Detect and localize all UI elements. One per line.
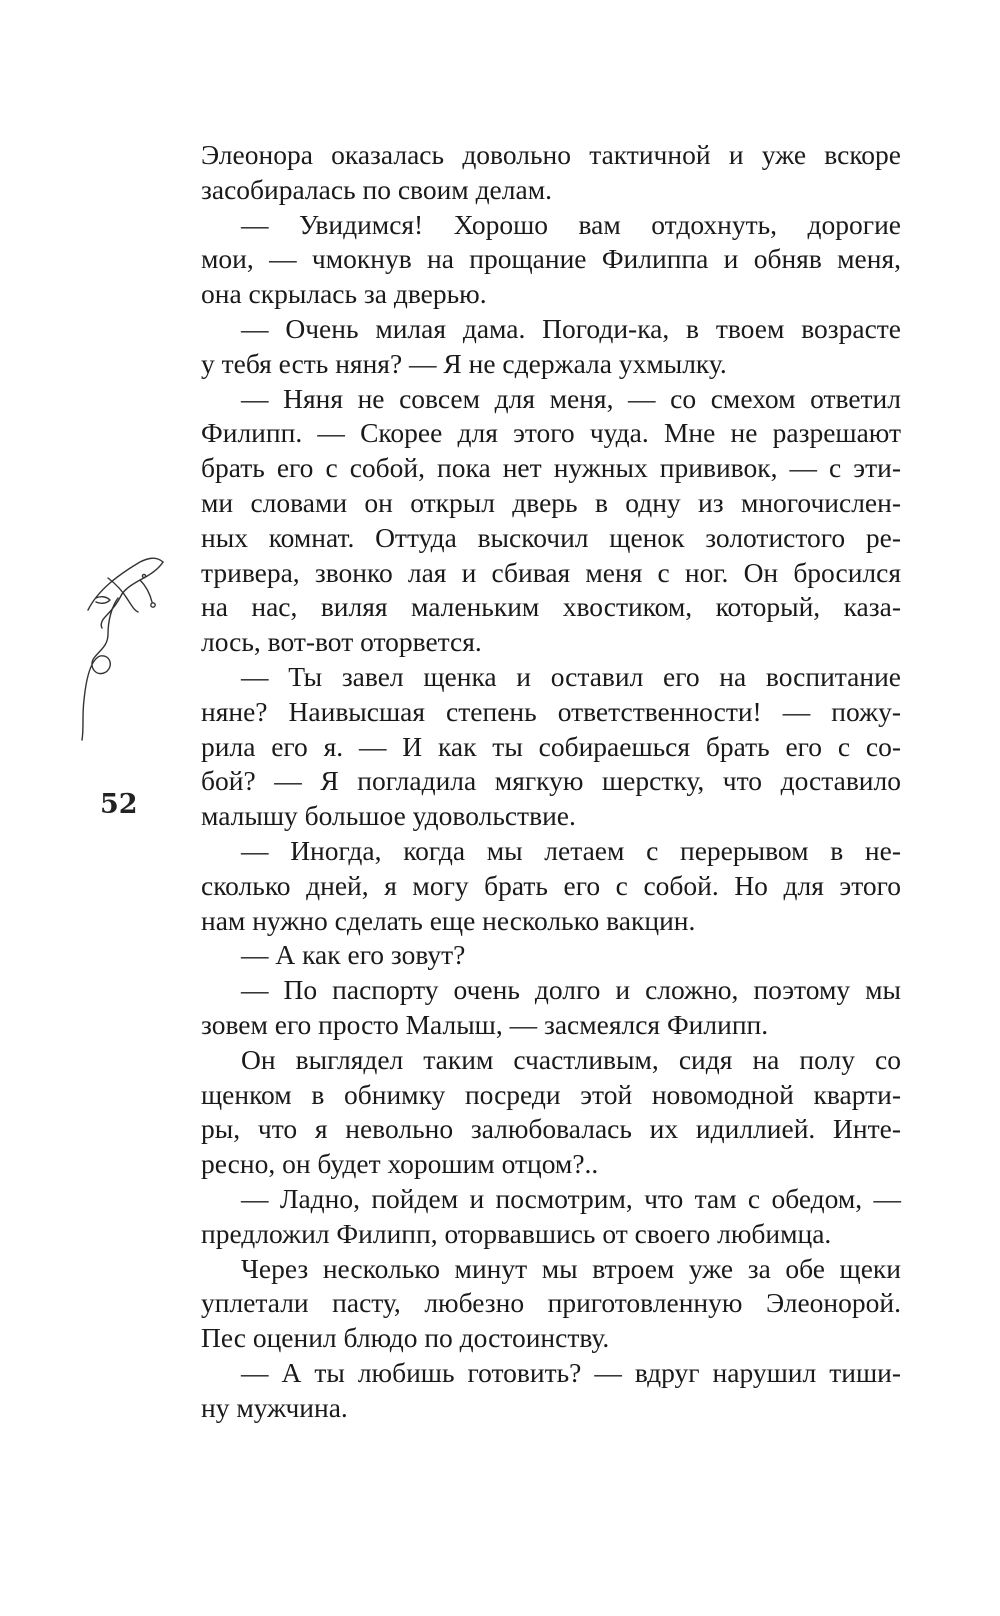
text-line: малышу большое удовольствие.: [201, 800, 576, 832]
paragraph: [201, 1182, 901, 1252]
text-line: — Ты завел щенка и оставил его на воспитание: [241, 660, 901, 692]
text-line: ры, что я невольно залюбовалась их идиллией. Инте-: [201, 1113, 901, 1145]
text-line: нам нужно сделать еще несколько вакцин.: [201, 904, 696, 936]
paragraph: [201, 938, 901, 973]
text-line: тривера, звонко лая и сбивая меня с ног. Он бросился: [201, 556, 901, 588]
paragraph: [201, 138, 901, 208]
text-line: сколько дней, я могу брать его с собой. Но для этого: [201, 869, 901, 901]
text-line: она скрылась за дверью.: [201, 278, 487, 310]
text-line: — А ты любишь готовить? — вдруг нарушил тиши-: [241, 1356, 901, 1388]
text-line: Пес оценил блюдо по достоинству.: [201, 1322, 610, 1354]
paragraph: [201, 973, 901, 1043]
paragraph: [201, 382, 901, 660]
text-line: у тебя есть няня? — Я не сдержала ухмылку.: [201, 347, 727, 379]
paragraph: [201, 312, 901, 382]
text-line: уплетали пасту, любезно приготовленную Элеонорой.: [201, 1287, 901, 1319]
text-line: брать его с собой, пока нет нужных прививок, — с эти-: [201, 452, 901, 484]
airplane-line-drawing-icon: [78, 550, 178, 750]
paragraph: [201, 660, 901, 834]
body-text: [201, 138, 901, 1425]
text-line: — Иногда, когда мы летаем с перерывом в не-: [241, 834, 901, 866]
page-number: 52: [100, 789, 138, 820]
text-line: ну мужчина.: [201, 1391, 348, 1423]
text-line: — По паспорту очень долго и сложно, поэтому мы: [241, 974, 901, 1006]
text-line: ных комнат. Оттуда выскочил щенок золотистого ре-: [201, 521, 901, 553]
text-line: лось, вот-вот оторвется.: [201, 626, 482, 658]
text-line: — Увидимся! Хорошо вам отдохнуть, дорогие: [241, 208, 901, 240]
text-line: засобиралась по своим делам.: [201, 173, 552, 205]
text-line: — Очень милая дама. Погоди-ка, в твоем возрасте: [241, 312, 901, 344]
text-line: Через несколько минут мы втроем уже за обе щеки: [241, 1252, 901, 1284]
text-line: предложил Филипп, оторвавшись от своего любимца.: [201, 1217, 832, 1249]
text-line: ми словами он открыл дверь в одну из многочислен-: [201, 486, 901, 518]
paragraph: [201, 1356, 901, 1426]
text-line: — Ладно, пойдем и посмотрим, что там с обедом, —: [241, 1182, 901, 1214]
paragraph: [201, 834, 901, 938]
text-line: няне? Наивысшая степень ответственности! — пожу-: [201, 695, 901, 727]
text-line: — А как его зовут?: [241, 939, 466, 971]
text-line: щенком в обнимку посреди этой новомодной кварти-: [201, 1078, 901, 1110]
paragraph: [201, 1252, 901, 1356]
paragraph: [201, 1043, 901, 1182]
text-line: Он выглядел таким счастливым, сидя на полу со: [241, 1043, 901, 1075]
text-line: — Няня не совсем для меня, — со смехом ответил: [241, 382, 901, 414]
text-line: рила его я. — И как ты собираешься брать его с со-: [201, 730, 901, 762]
text-line: бой? — Я погладила мягкую шерстку, что доставило: [201, 765, 901, 797]
text-line: мои, — чмокнув на прощание Филиппа и обняв меня,: [201, 243, 901, 275]
text-line: ресно, он будет хорошим отцом?..: [201, 1148, 599, 1180]
text-line: на нас, виляя маленьким хвостиком, который, каза-: [201, 591, 901, 623]
text-line: Филипп. — Скорее для этого чуда. Мне не разрешают: [201, 417, 901, 449]
text-line: зовем его просто Малыш, — засмеялся Филипп.: [201, 1008, 769, 1040]
text-line: Элеонора оказалась довольно тактичной и уже вскоре: [201, 139, 901, 170]
paragraph: [201, 208, 901, 312]
